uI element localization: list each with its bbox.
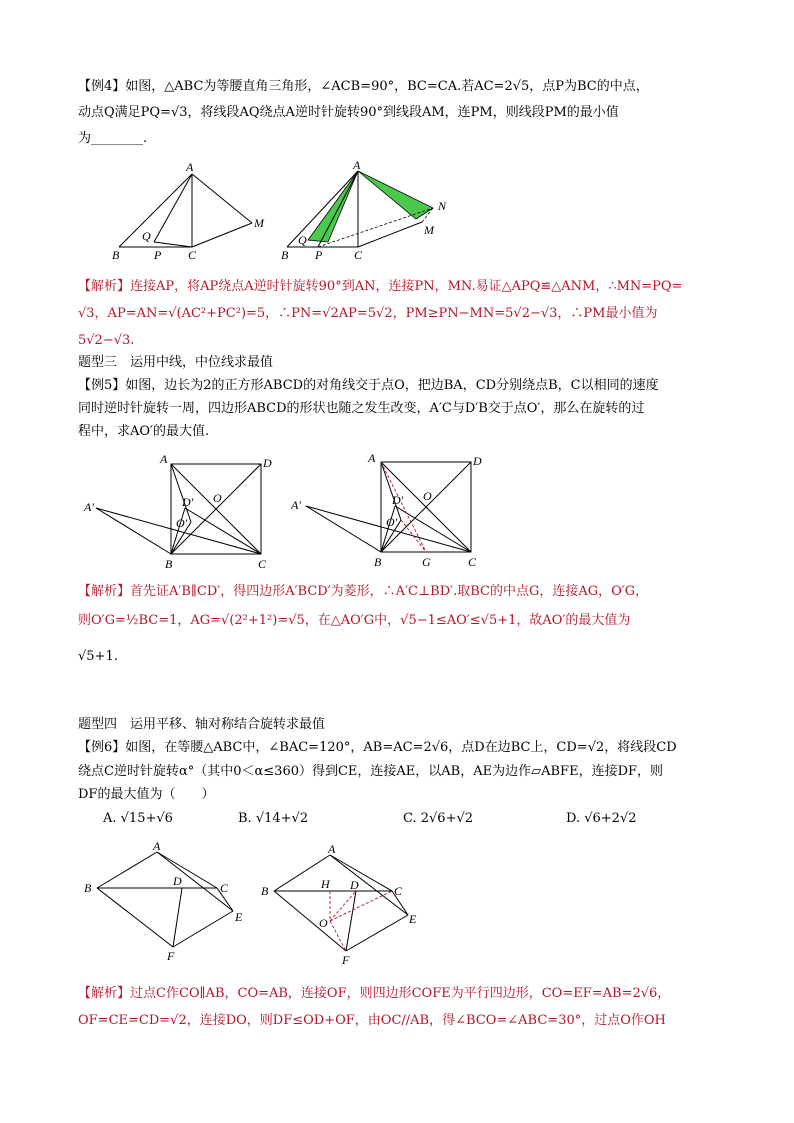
ex5-figure-2 [288,448,488,573]
fig5a-label-D: D [263,456,272,470]
fig5b-label-O: O [423,489,432,503]
type4-heading: 题型四 运用平移、轴对称结合旋转求最值 [78,717,326,732]
ex4-line-1: 【例4】如图，△ABC为等腰直角三角形，∠ACB=90°，BC=CA.若AC=2√5，点P为BC的中点， [78,79,649,94]
fig6b-label-O: O [319,916,328,930]
ex6-option-d: D. √6+2√2 [566,811,637,826]
ex4-figure-2 [278,158,458,265]
fig4b-label-B: B [281,248,289,262]
fig5b-label-D: D [473,454,482,468]
fig5b-label-A: A [368,451,376,465]
fig5a-label-O1: O′ [176,516,188,530]
fig6b-label-B: B [261,884,269,898]
ex6-figure-1 [80,838,260,968]
ex5-figure-1 [82,450,282,575]
fig4b-label-M: M [424,223,434,237]
ex6-figure-2 [258,838,428,968]
ex4-line-3: 为________. [78,131,148,146]
ex6-line-2: 绕点C逆时针旋转α°（其中0＜α≤360）得到CE，连接AE，以AB，AE为边作▱ABFE，连接DF，则 [78,764,664,779]
fig4b-label-P: P [315,248,323,262]
ex6-option-a: A. √15+√6 [103,811,173,826]
ex5-line-2: 同时逆时针旋转一周，四边形ABCD的形状也随之发生改变，A′C与D′B交于点O′，那么在旋转的过 [78,401,645,416]
fig6a-label-A: A [153,839,161,853]
fig5b-label-G: G [422,555,431,569]
fig6a-label-B: B [84,881,92,895]
fig4b-label-A: A [353,158,361,172]
fig4a-label-C: C [188,248,197,262]
ex6-line-1: 【例6】如图，在等腰△ABC中，∠BAC=120°，AB=AC=2√6，点D在边BC上，CD=√2，将线段CD [78,740,677,755]
fig6b-label-F: F [342,953,350,967]
fig6b-label-C: C [394,884,403,898]
type3-heading: 题型三 运用中线，中位线求最值 [78,355,274,370]
fig6a-label-D: D [173,874,182,888]
ex5-analysis-3: √5+1. [78,649,118,664]
fig5b-label-B: B [374,555,382,569]
ex5-line-1: 【例5】如图，边长为2的正方形ABCD的对角线交于点O，把边BA，CD分别绕点B，C以相同的速度 [78,378,659,393]
fig6a-label-E: E [235,910,243,924]
ex5-line-3: 程中，求AO′的最大值. [78,424,210,439]
fig5a-label-A: A [160,452,168,466]
fig4a-label-B: B [112,248,120,262]
fig5b-label-O1: O′ [386,515,398,529]
ex4-analysis-2: √3，AP=AN=√(AC²+PC²)=5，∴PN=√2AP=5√2，PM≥PN−MN=5√2−√3，∴PM最小值为 [78,306,658,321]
fig4a-label-M: M [254,216,264,230]
fig5b-label-C: C [468,555,477,569]
ex4-analysis-1: 【解析】连接AP，将AP绕点A逆时针旋转90°到AN，连接PN，MN.易证△APQ≌△ANM，∴MN=PQ= [78,279,683,294]
ex4-line-2: 动点Q满足PQ=√3，将线段AQ绕点A逆时针旋转90°到线段AM，连PM，则线段PM的最小值 [78,105,619,120]
ex5-analysis-2: 则O′G=½BC=1，AG=√(2²+1²)=√5，在△AO′G中，√5−1≤AO′≤√5+1，故AO′的最大值为 [78,613,631,628]
fig6a-label-C: C [220,881,229,895]
fig6b-label-A: A [328,842,336,856]
fig4b-label-C: C [354,248,363,262]
fig4a-label-Q: Q [142,229,151,243]
fig5a-label-A1: A′ [84,500,94,514]
fig6b-label-H: H [321,877,330,891]
ex5-analysis-1: 【解析】首先证A′B∥CD′，得四边形A′BCD′为菱形，∴A′C⊥BD′.取BC的中点G，连接AG，O′G， [78,584,649,599]
fig4b-label-Q: Q [298,233,307,247]
ex6-option-b: B. √14+√2 [238,811,309,826]
fig5a-label-C: C [258,557,267,571]
fig5b-label-D1: D′ [392,493,404,507]
fig5a-label-O: O [213,491,222,505]
fig6b-label-D: D [350,878,359,892]
fig4a-label-A: A [186,160,194,174]
ex6-line-3: DF的最大值为（ ） [78,787,215,802]
ex6-analysis-1: 【解析】过点C作CO∥AB，CO=AB，连接OF，则四边形COFE为平行四边形，CO=EF=AB=2√6， [78,986,671,1001]
ex6-option-c: C. 2√6+√2 [403,811,474,826]
ex4-analysis-3: 5√2−√3. [78,333,135,348]
ex4-figure-1 [100,160,280,265]
fig6a-label-F: F [167,949,175,963]
fig6b-label-E: E [409,912,417,926]
ex6-analysis-2: OF=CE=CD=√2，连接DO，则DF≤OD+OF，由OC//AB，得∠BCO=∠ABC=30°，过点O作OH [78,1013,666,1028]
fig5a-label-D1: D′ [182,495,194,509]
fig5b-label-A1: A′ [291,498,301,512]
fig4a-label-P: P [154,248,162,262]
fig5a-label-B: B [165,557,173,571]
fig4b-label-N: N [438,199,447,213]
